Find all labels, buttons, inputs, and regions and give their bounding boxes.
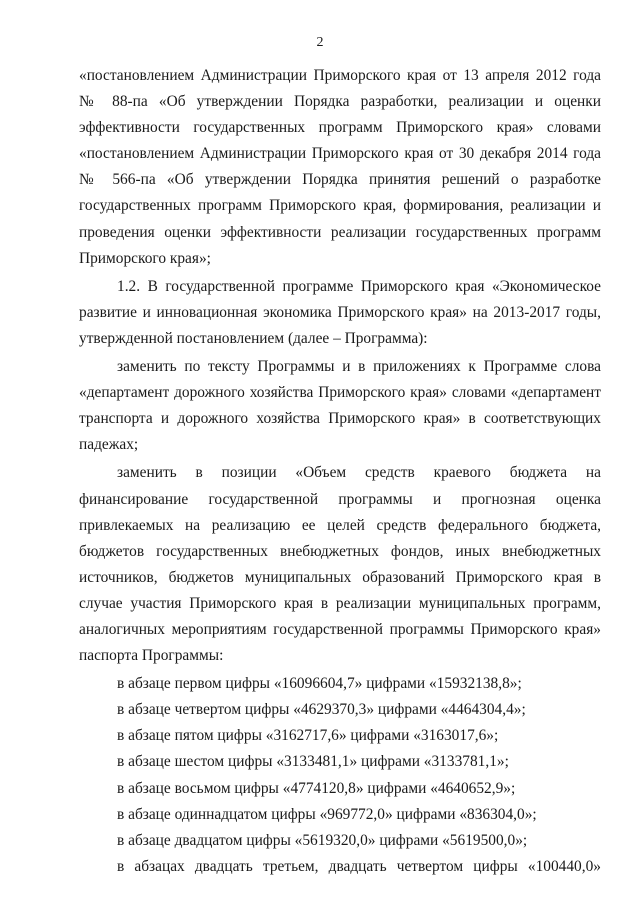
text-line: государственных программ Приморского края, формирования, реализации и bbox=[79, 197, 601, 215]
text-line: аналогичных мероприятиям государственной программы Приморского края» bbox=[79, 620, 601, 638]
list-item: в абзаце одиннадцатом цифры «969772,0» цифрами «836304,0»; bbox=[117, 805, 537, 823]
list-item: в абзаце пятом цифры «3162717,6» цифрами «3163017,6»; bbox=[117, 727, 499, 745]
list-item: в абзаце четвертом цифры «4629370,3» цифрами «4464304,4»; bbox=[117, 701, 526, 719]
text-line: утвержденной постановлением (далее – Программа): bbox=[79, 329, 428, 347]
page-number: 2 bbox=[316, 35, 324, 50]
text-line: развитие и инновационная экономика Приморского края» на 2013-2017 годы, bbox=[79, 303, 601, 321]
text-line: № 88-па «Об утверждении Порядка разработки, реализации и оценки bbox=[79, 93, 601, 111]
text-line: № 566-па «Об утверждении Порядка принятия решений о разработке bbox=[79, 171, 601, 189]
text-line: Приморского края»; bbox=[79, 249, 211, 267]
paragraph-1-2 bbox=[79, 274, 601, 352]
text-line: эффективности государственных программ Приморского края» словами bbox=[79, 119, 601, 137]
paragraph-replace-words bbox=[79, 354, 601, 458]
text-line: заменить по тексту Программы и в приложениях к Программе слова bbox=[117, 358, 601, 376]
paragraph-continuation bbox=[79, 63, 601, 272]
list-item: в абзаце первом цифры «16096604,7» цифрами «15932138,8»; bbox=[117, 675, 522, 693]
text-line: падежах; bbox=[79, 436, 139, 454]
list-item: в абзаце восьмом цифры «4774120,8» цифрами «4640652,9»; bbox=[117, 779, 516, 797]
text-line: заменить в позиции «Объем средств краевого бюджета на bbox=[117, 464, 601, 482]
text-line: транспорта и дорожного хозяйства Приморского края» в соответствующих bbox=[79, 410, 601, 428]
document-body bbox=[79, 63, 601, 880]
list-item: в абзаце двадцатом цифры «5619320,0» цифрами «5619500,0»; bbox=[117, 831, 528, 849]
list-item: в абзаце шестом цифры «3133481,1» цифрами «3133781,1»; bbox=[117, 753, 509, 771]
text-line: проведения оценки эффективности реализации государственных программ bbox=[79, 223, 601, 241]
text-line: паспорта Программы: bbox=[79, 647, 224, 665]
text-line: финансирование государственной программы и прогнозная оценка bbox=[79, 490, 601, 508]
text-line: 1.2. В государственной программе Приморского края «Экономическое bbox=[117, 277, 601, 295]
text-line: «постановлением Администрации Приморского края от 30 декабря 2014 года bbox=[79, 145, 601, 163]
list-item: в абзацах двадцать третьем, двадцать четвертом цифры «100440,0» bbox=[117, 857, 601, 875]
text-line: «постановлением Администрации Приморского края от 13 апреля 2012 года bbox=[79, 67, 601, 84]
text-line: бюджетов государственных внебюджетных фондов, иных внебюджетных bbox=[79, 542, 601, 560]
replacement-list bbox=[79, 671, 601, 880]
text-line: случае участия Приморского края в реализации муниципальных программ, bbox=[79, 594, 601, 612]
text-line: привлекаемых на реализацию ее целей средств федерального бюджета, bbox=[79, 516, 601, 534]
paragraph-replace-position bbox=[79, 460, 601, 669]
text-line: источников, бюджетов муниципальных образований Приморского края в bbox=[79, 568, 601, 586]
text-line: «департамент дорожного хозяйства Приморского края» словами «департамент bbox=[79, 384, 601, 402]
